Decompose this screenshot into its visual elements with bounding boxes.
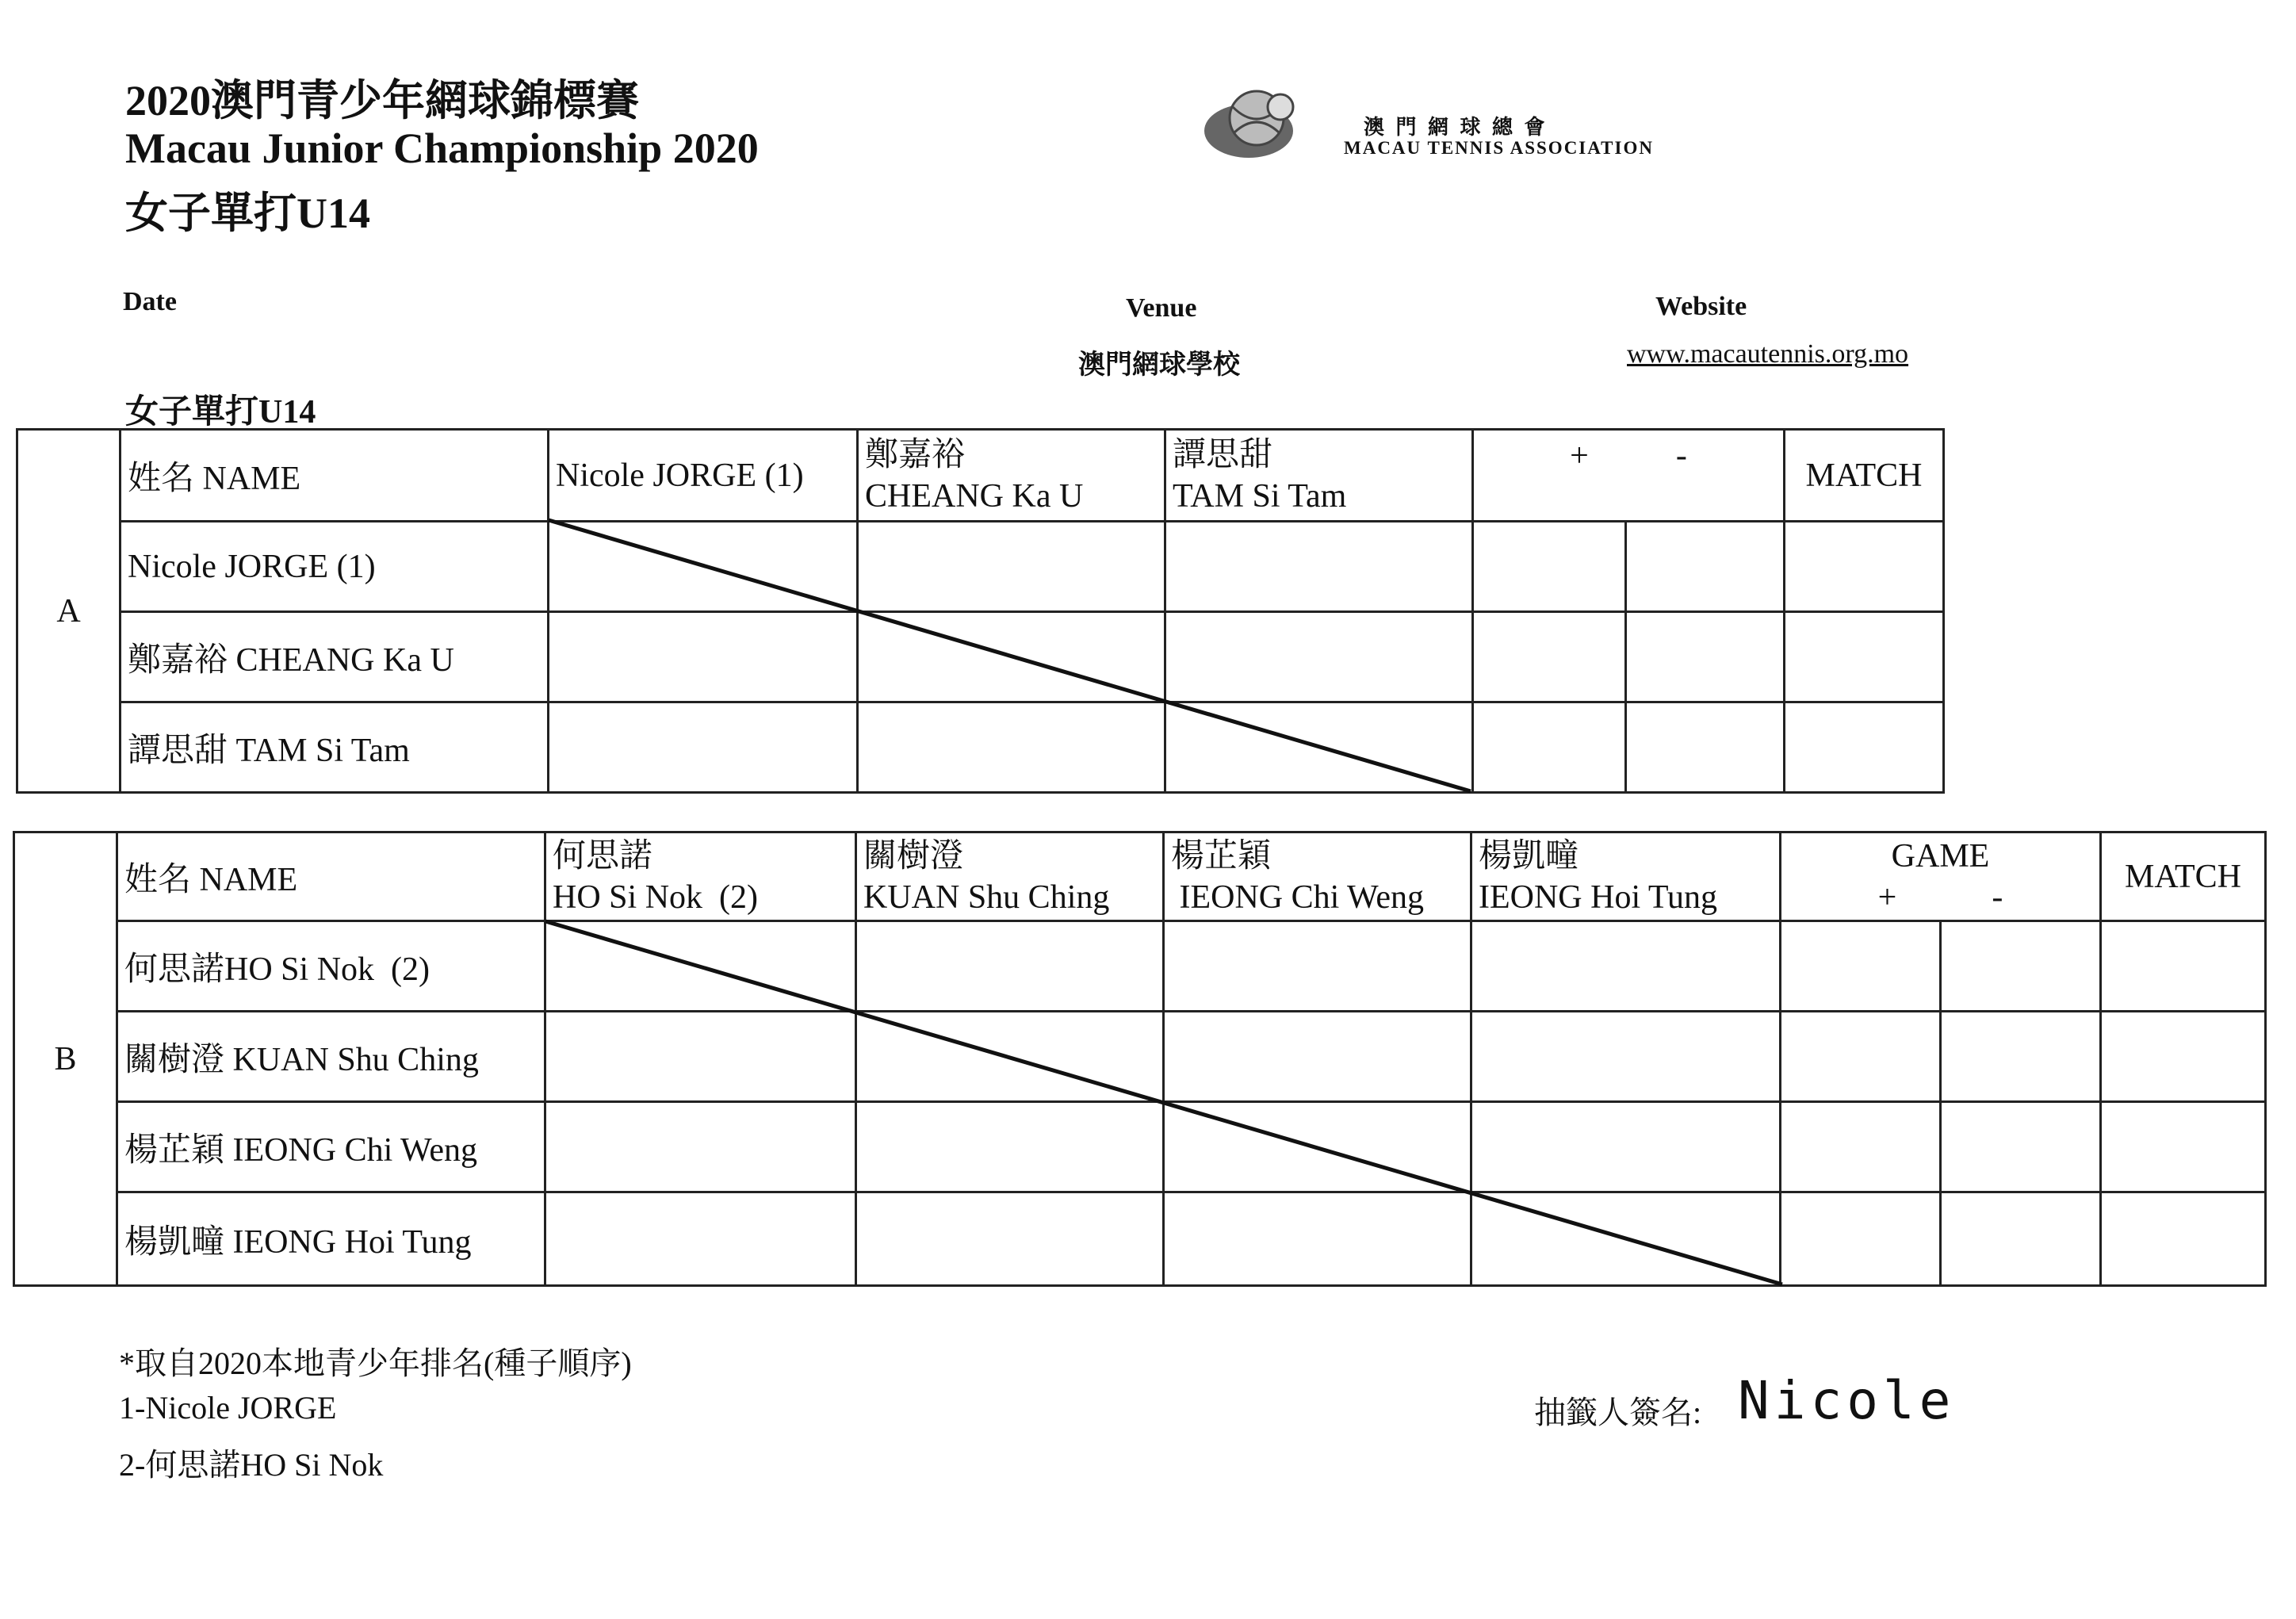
group-a-minus-label: -: [1675, 438, 1687, 474]
game-minus-cell[interactable]: [1941, 921, 2101, 1012]
group-b-col-header-2: 關樹澄 KUAN Shu Ching: [856, 832, 1164, 921]
group-b-col-header-4: 楊凱疃 IEONG Hoi Tung: [1471, 832, 1781, 921]
macau-tennis-association-logo: [1201, 83, 1312, 163]
group-b-game-header: [1781, 832, 2101, 921]
game-plus-cell[interactable]: [1473, 612, 1626, 702]
score-cell: [856, 1012, 1164, 1102]
score-cell: [549, 522, 858, 612]
game-plus-cell[interactable]: [1473, 702, 1626, 793]
group-a-player-2: 鄭嘉裕 CHEANG Ka U: [121, 612, 549, 702]
score-cell[interactable]: [1165, 612, 1473, 702]
group-a-name-header: 姓名 NAME: [121, 430, 549, 522]
score-cell: [545, 921, 856, 1012]
group-a-table: [16, 428, 1945, 794]
website-link[interactable]: www.macautennis.org.mo: [1627, 339, 1909, 369]
score-cell[interactable]: [1164, 921, 1471, 1012]
group-b-col-header-1: 何思諾 HO Si Nok (2): [545, 832, 856, 921]
group-a-col-header-1: Nicole JORGE (1): [549, 430, 858, 522]
match-cell[interactable]: [1785, 702, 1944, 793]
org-name-en: MACAU TENNIS ASSOCIATION: [1344, 138, 1654, 158]
game-plus-cell[interactable]: [1781, 1192, 1941, 1286]
group-a-game-header: [1473, 430, 1785, 522]
match-cell[interactable]: [2101, 1012, 2266, 1102]
score-cell[interactable]: [856, 1192, 1164, 1286]
game-minus-cell[interactable]: [1941, 1012, 2101, 1102]
table-row: [14, 1102, 2266, 1192]
table-row: [14, 1012, 2266, 1102]
score-cell: [1471, 1192, 1781, 1286]
score-cell[interactable]: [856, 1102, 1164, 1192]
score-cell[interactable]: [545, 1102, 856, 1192]
game-plus-cell[interactable]: [1781, 1102, 1941, 1192]
score-cell[interactable]: [858, 702, 1165, 793]
seed-note: *取自2020本地青少年排名(種子順序): [119, 1345, 632, 1381]
venue-value: 澳門網球學校: [1078, 350, 1240, 380]
score-cell[interactable]: [858, 522, 1165, 612]
table-row: [17, 612, 1944, 702]
group-a-player-1: Nicole JORGE (1): [121, 522, 549, 612]
venue-label: Venue: [1126, 293, 1197, 323]
group-b-table: [13, 831, 2267, 1287]
group-a-col-header-2: 鄭嘉裕 CHEANG Ka U: [858, 430, 1165, 522]
group-b-player-1: 何思諾HO Si Nok (2): [117, 921, 545, 1012]
game-minus-cell[interactable]: [1626, 522, 1785, 612]
group-a-col-header-3: 譚思甜 TAM Si Tam: [1165, 430, 1473, 522]
group-a-match-header: MATCH: [1785, 430, 1944, 522]
group-b-col-header-3: 楊芷穎 IEONG Chi Weng: [1164, 832, 1471, 921]
score-cell: [1165, 702, 1473, 793]
drawer-label: 抽籤人簽名:: [1534, 1395, 1702, 1430]
game-minus-cell[interactable]: [1941, 1102, 2101, 1192]
title-zh: 2020澳門青少年網球錦標賽: [125, 77, 639, 124]
drawer-signature: Nicole: [1738, 1370, 1956, 1431]
group-a-player-3: 譚思甜 TAM Si Tam: [121, 702, 549, 793]
website-label: Website: [1655, 292, 1747, 321]
group-b-player-2: 關樹澄 KUAN Shu Ching: [117, 1012, 545, 1102]
table-row: [17, 702, 1944, 793]
group-a-plus-label: +: [1570, 438, 1589, 474]
game-plus-cell[interactable]: [1781, 1012, 1941, 1102]
score-cell[interactable]: [1165, 522, 1473, 612]
score-cell: [858, 612, 1165, 702]
seed-1: 1-Nicole JORGE: [119, 1390, 337, 1426]
score-cell[interactable]: [1471, 1102, 1781, 1192]
group-b-match-header: MATCH: [2101, 832, 2266, 921]
game-minus-cell[interactable]: [1626, 612, 1785, 702]
table-row: [17, 522, 1944, 612]
title-en: Macau Junior Championship 2020: [125, 124, 759, 172]
score-cell[interactable]: [856, 921, 1164, 1012]
game-plus-cell[interactable]: [1473, 522, 1626, 612]
date-label: Date: [123, 287, 177, 316]
org-name-zh: 澳 門 網 球 總 會: [1364, 116, 1548, 139]
category-title: 女子單打U14: [125, 189, 370, 237]
score-cell[interactable]: [545, 1012, 856, 1102]
match-cell[interactable]: [1785, 522, 1944, 612]
score-cell[interactable]: [1164, 1012, 1471, 1102]
score-cell[interactable]: [1164, 1192, 1471, 1286]
group-b-name-header: 姓名 NAME: [117, 832, 545, 921]
score-cell[interactable]: [545, 1192, 856, 1286]
table-row: [14, 1192, 2266, 1286]
score-cell[interactable]: [549, 612, 858, 702]
group-b-player-3: 楊芷穎 IEONG Chi Weng: [117, 1102, 545, 1192]
table-row: [14, 921, 2266, 1012]
group-b-letter: B: [14, 832, 117, 1286]
seed-2: 2-何思諾HO Si Nok: [119, 1447, 384, 1483]
game-plus-cell[interactable]: [1781, 921, 1941, 1012]
score-cell[interactable]: [1471, 921, 1781, 1012]
game-minus-cell[interactable]: [1941, 1192, 2101, 1286]
group-b-player-4: 楊凱疃 IEONG Hoi Tung: [117, 1192, 545, 1286]
game-minus-cell[interactable]: [1626, 702, 1785, 793]
match-cell[interactable]: [2101, 1102, 2266, 1192]
group-b-minus-label: -: [1992, 878, 2003, 916]
match-cell[interactable]: [1785, 612, 1944, 702]
group-b-game-label: GAME: [1891, 837, 1990, 875]
group-a-letter: A: [17, 430, 121, 793]
score-cell[interactable]: [549, 702, 858, 793]
group-b-plus-label: +: [1877, 878, 1897, 916]
section-title: 女子單打U14: [125, 394, 316, 431]
score-cell: [1164, 1102, 1471, 1192]
score-cell[interactable]: [1471, 1012, 1781, 1102]
match-cell[interactable]: [2101, 1192, 2266, 1286]
match-cell[interactable]: [2101, 921, 2266, 1012]
